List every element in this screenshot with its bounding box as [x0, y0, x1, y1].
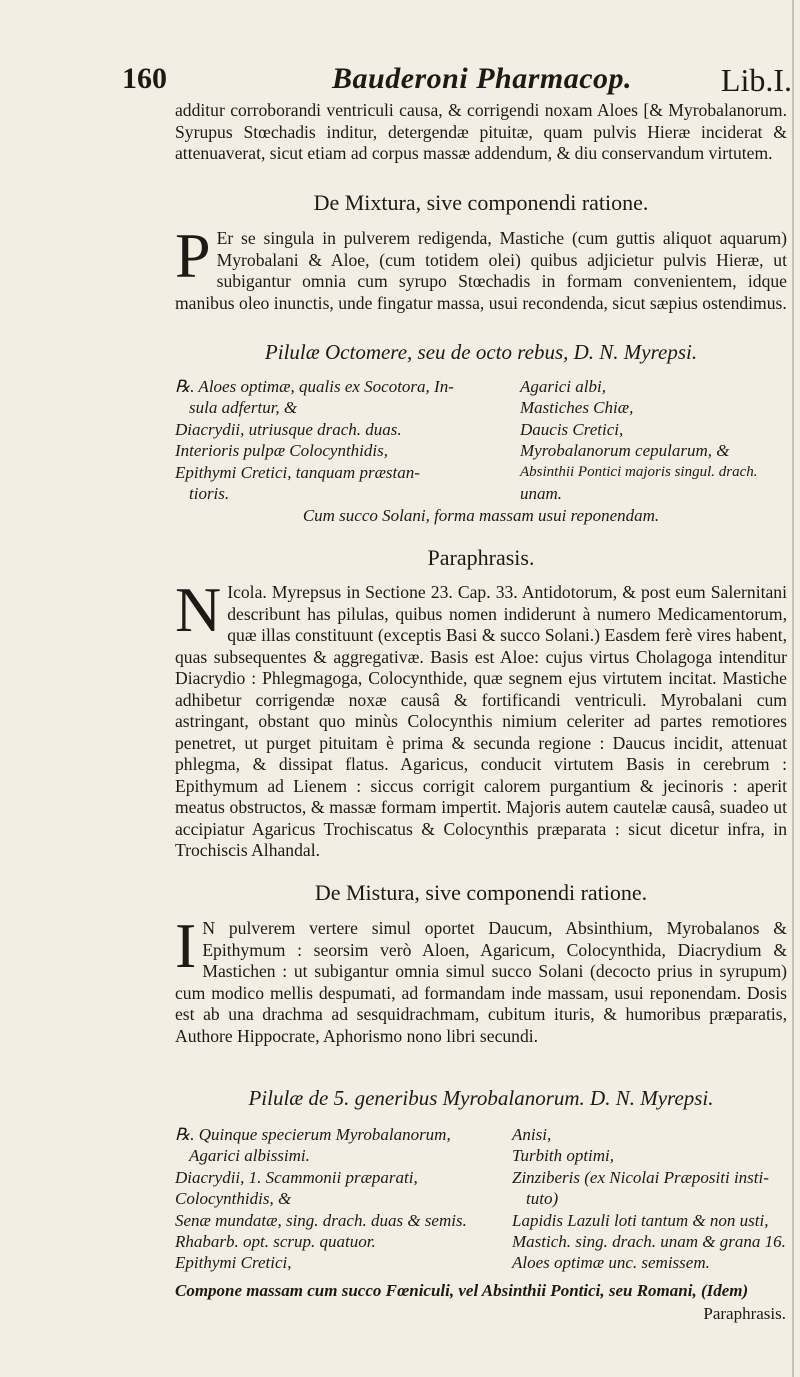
recipe2-closing: Compone massam cum succo Fœniculi, vel Absinthii Pontici, seu Romani, (Idem) — [175, 1281, 749, 1300]
ingredient-line: Myrobalanorum cepularum, & — [520, 441, 730, 461]
ingredient-line: Agarici albissimi. — [189, 1146, 310, 1166]
ingredient-line: ℞. Quinque specierum Myrobalanorum, — [175, 1125, 451, 1144]
ingredient-line: Daucis Cretici, — [520, 419, 624, 439]
ingredient-line: Diacrydii, 1. Scammonii præparati, — [175, 1167, 418, 1187]
section-heading-mistura: De Mistura, sive componendi ratione. — [314, 880, 648, 905]
ingredient-line: Lapidis Lazuli loti tantum & non usti, — [512, 1210, 769, 1230]
intro-paragraph: additur corroborandi ventriculi causa, & corrigendi noxam Aloes [& Myrobalanorum. Syrupus Stœchadis inditur, detergendæ pituitæ, quam pulvis Hieræ inciderat & attenuaverat, sicut etiam ad corpus massæ addendum, & diu conservandum virtutem. — [175, 100, 787, 163]
drop-cap: P — [175, 220, 211, 291]
ingredient-line: Epithymi Cretici, — [175, 1253, 292, 1273]
ingredient-line: Colocynthidis, & — [175, 1189, 292, 1209]
page-number: 160 — [122, 62, 167, 95]
paraphrasis-heading: Paraphrasis. — [427, 545, 535, 570]
paraphrasis-paragraph: N Icola. Myrepsus in Sectione 23. Cap. 33. Antidotorum, & post eum Salernitani describunt has pilulas, quibus nomen indiderunt à numero Medicamentorum, quæ illas constituunt (exceptis Basi & succo Solani.) Easdem ferè vires habent, quas subsequentes & aggregativæ. Basis est Aloe: cujus virtus Cholagoga intenditur Diacrydio : Phlegmagoga, Colocynthide, quæ segnem ejus virtutem incitat. Mastiche adhibetur corrigendæ noxæ causâ & fortificandi ventriculi. Myrobalani cum astringant, obstant quo minùs Colocynthis nimium celeriter ad partes remotiores penetret, ut purget pituitam è prima & secunda regione : Daucus incidit, attenuat phlegma, & dissipat flatus. Agaricus, conducit virtutem Basis in cerebrum : Epithymum ad Lienem : siccus corrigit calorem purgantium & jecinoris : aperit meatus obstructos, & massæ formam impertit. Majoris autem cautelæ causâ, suadeo ut accipiatur Agaricus Trochiscatus & Colocynthis præparata : sicut dicetur infra, in Trochiscis Alhandal. — [175, 574, 787, 860]
section-heading-mixtura: De Mixtura, sive componendi ratione. — [313, 190, 649, 215]
recipe2-right-column — [512, 1124, 786, 1274]
recipe-title-octomere: Pilulæ Octomere, seu de octo rebus, D. N. Myrepsi. — [264, 340, 698, 364]
ingredient-line: tioris. — [189, 484, 230, 504]
ingredient-line: Turbith optimi, — [512, 1146, 615, 1166]
ingredient-line: tuto) — [526, 1189, 559, 1209]
drop-cap: I — [175, 910, 197, 981]
ingredient-line: Interioris pulpæ Colocynthidis, — [175, 441, 388, 461]
recipe1-left-column — [175, 376, 454, 504]
ingredient-line: Absinthii Pontici majoris singul. drach. — [520, 463, 758, 480]
recipe1-closing: Cum succo Solani, forma massam usui reponendam. — [302, 506, 660, 525]
ingredient-line: Agarici albi, — [520, 377, 606, 396]
book-number: Lib.I. — [720, 62, 792, 98]
ingredient-line: Anisi, — [512, 1125, 552, 1144]
recipe-title-myrobalanorum: Pilulæ de 5. generibus Myrobalanorum. D. N. Myrepsi. — [248, 1086, 714, 1110]
ingredient-line: unam. — [520, 484, 563, 504]
ingredient-line: Epithymi Cretici, tanquam præstan- — [175, 462, 420, 482]
ingredient-line: Senæ mundatæ, sing. drach. duas & semis. — [175, 1210, 467, 1230]
running-title: Bauderoni Pharmacop. — [332, 62, 633, 95]
ingredient-line: Zinziberis (ex Nicolai Præpositi insti- — [512, 1167, 769, 1187]
ingredient-line: Diacrydii, utriusque drach. duas. — [175, 419, 402, 439]
page-edge-line — [792, 0, 794, 1377]
drop-cap: N — [175, 574, 222, 645]
ingredient-line: Mastiches Chiæ, — [520, 398, 634, 418]
mixtura-paragraph: P Er se singula in pulverem redigenda, Mastiche (cum guttis aliquot aquarum) Myrobalani & Aloe, (cum totidem olei) quibus adjicietur pulvis Hieræ, ut subigantur omnia cum syrupo Stœchadis in formam convenientem, idque manibus oleo inunctis, unde fingatur massa, usui recondenda, sicut sæpius ostendimus. — [175, 220, 787, 313]
ingredient-line: Mastich. sing. drach. unam & grana 16. — [512, 1232, 786, 1252]
recipe1-right-column — [520, 376, 758, 504]
ingredient-line: sula adfertur, & — [189, 398, 298, 418]
ingredient-line: Aloes optimæ unc. semissem. — [512, 1253, 710, 1273]
ingredient-line: ℞. Aloes optimæ, qualis ex Socotora, In- — [175, 377, 454, 396]
ingredient-line: Rhabarb. opt. scrup. quatuor. — [175, 1232, 376, 1252]
recipe2-left-column — [175, 1124, 467, 1274]
catchword: Paraphrasis. — [703, 1304, 786, 1323]
mistura-paragraph: I N pulverem vertere simul oportet Daucum, Absinthium, Myrobalanos & Epithymum : seorsim verò Aloen, Agaricum, Colocynthida, Diacrydium & Mastichen : ut subigantur omnia simul succo Solani (decocto prius in syrupum) cum modico mellis despumati, ad formandam inde massam, usui reponendam. Dosis est ab una drachma ad sesquidrachmam, cubitum ituris, & humoribus præparatis, Authore Hippocrate, Aphorismo nono libri secundi. — [175, 910, 787, 1046]
